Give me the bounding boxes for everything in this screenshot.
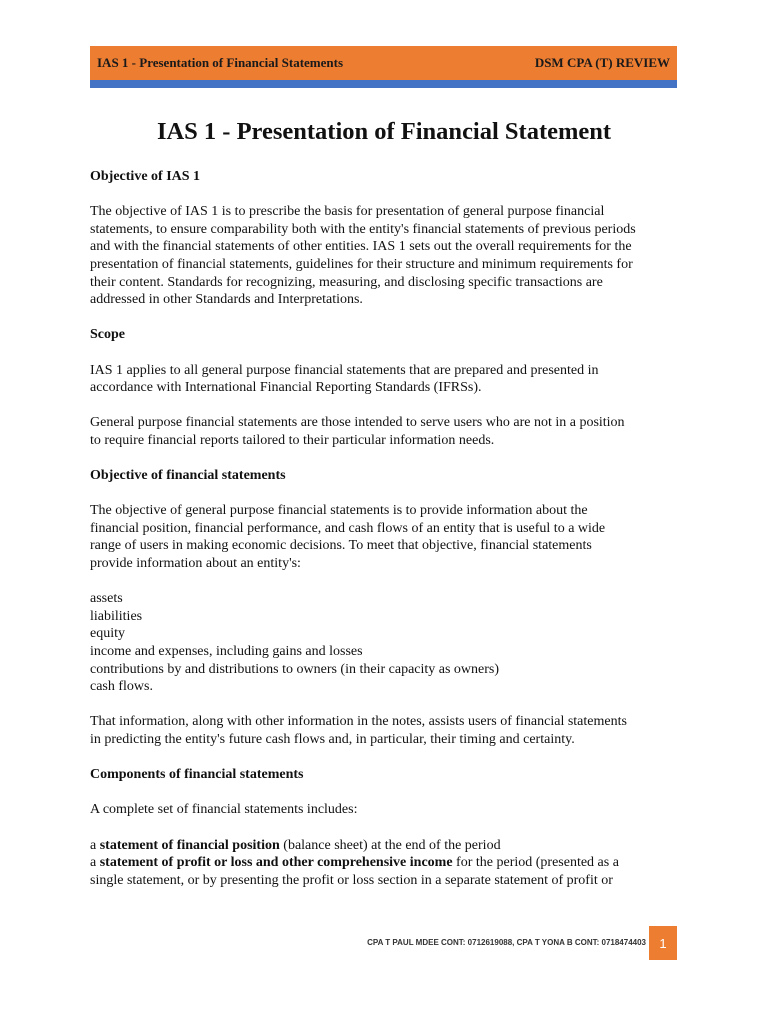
fs-notes-line: in predicting the entity's future cash flows and, in particular, their timing and certainty.: [90, 732, 575, 747]
component-suffix: for the period (presented as a: [452, 855, 619, 871]
component-bold: statement of financial position: [99, 837, 280, 853]
scope-line: to require financial reports tailored to their particular information needs.: [90, 432, 495, 448]
document-title: IAS 1 - Presentation of Financial Statement: [156, 118, 612, 145]
components-intro: A complete set of financial statements includes:: [90, 802, 358, 818]
component-bold: statement of profit or loss and other comprehensive income: [99, 855, 453, 871]
header-left-title: IAS 1 - Presentation of Financial Statements: [97, 55, 344, 70]
fs-objective-line: financial position, financial performance, and cash flows of an entity that is useful to a wide: [90, 520, 606, 536]
fs-objective-line: The objective of general purpose financial statements is to provide information about the: [90, 503, 588, 519]
objective-line: The objective of IAS 1 is to prescribe the basis for presentation of general purpose financial: [90, 204, 605, 220]
fs-objective-line: range of users in making economic decisions. To meet that objective, financial statements: [90, 538, 592, 554]
scope-heading: Scope: [90, 327, 125, 343]
objective-line: their content. Standards for recognizing, measuring, and disclosing specific transactions are: [90, 274, 603, 290]
footer-contacts: CPA T PAUL MDEE CONT: 0712619088, CPA T YONA B CONT: 0718474403: [367, 938, 646, 947]
fs-item: liabilities: [90, 608, 143, 624]
fs-item: cash flows.: [90, 679, 153, 695]
scope-line: IAS 1 applies to all general purpose financial statements that are prepared and presented in: [90, 362, 599, 378]
document-body: [90, 168, 680, 889]
component-suffix: (balance sheet) at the end of the period: [279, 837, 501, 853]
scope-line: General purpose financial statements are those intended to serve users who are not in a position: [90, 415, 625, 431]
component-prefix: a: [90, 855, 100, 871]
component-item: [90, 854, 680, 872]
component-prefix: a: [90, 837, 100, 853]
fs-item: assets: [90, 591, 123, 607]
scope-line: accordance with International Financial Reporting Standards (IFRSs).: [90, 380, 482, 396]
component-continuation: single statement, or by presenting the profit or loss section in a separate statement of profit or: [90, 872, 613, 888]
objective-line: and with the financial statements of other entities. IAS 1 sets out the overall requirements for the: [90, 239, 632, 255]
component-item: [90, 837, 680, 855]
header-rule: [90, 80, 677, 88]
page-number: 1: [649, 926, 677, 960]
fs-objective-heading: Objective of financial statements: [90, 468, 286, 484]
fs-item: contributions by and distributions to owners (in their capacity as owners): [90, 661, 500, 677]
fs-item: equity: [90, 626, 125, 642]
fs-notes-line: That information, along with other information in the notes, assists users of financial statements: [90, 714, 627, 730]
running-header: [90, 46, 677, 80]
components-heading: Components of financial statements: [90, 767, 304, 783]
header-right-title: DSM CPA (T) REVIEW: [534, 55, 670, 70]
objective-line: statements, to ensure comparability both with the entity's financial statements of previous periods: [90, 221, 636, 237]
objective-heading: Objective of IAS 1: [90, 169, 201, 184]
objective-line: addressed in other Standards and Interpretations.: [90, 292, 363, 308]
objective-line: presentation of financial statements, guidelines for their structure and minimum requirements for: [90, 256, 633, 272]
fs-objective-line: provide information about an entity's:: [90, 556, 301, 572]
fs-item: income and expenses, including gains and losses: [90, 644, 363, 660]
